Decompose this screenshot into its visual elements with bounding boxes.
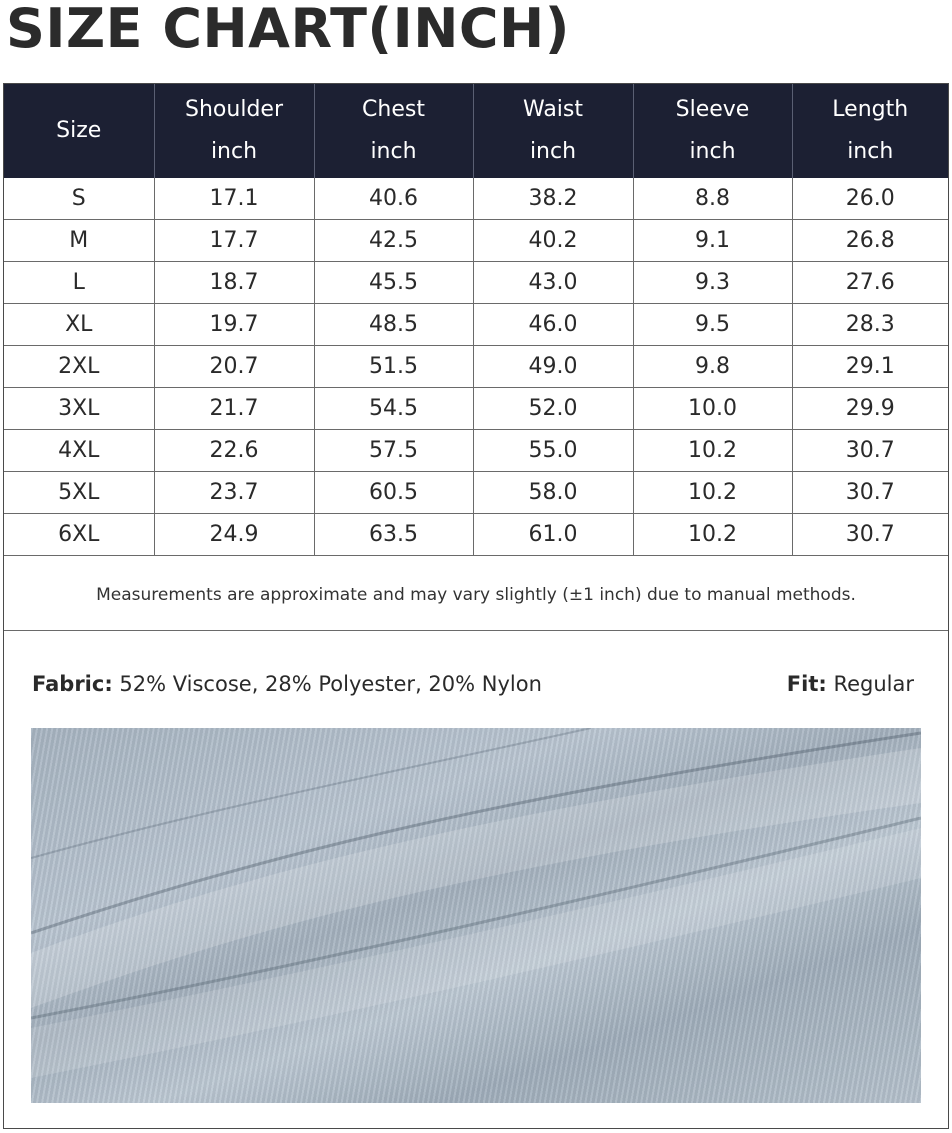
- table-cell: 19.7: [154, 304, 314, 346]
- table-cell: 54.5: [314, 388, 473, 430]
- header-size: [4, 84, 154, 178]
- table-cell: 46.0: [473, 304, 633, 346]
- table-cell: M: [4, 220, 154, 262]
- header-unit: inch: [847, 139, 894, 164]
- table-cell: 29.1: [792, 346, 948, 388]
- table-cell: 3XL: [4, 388, 154, 430]
- table-cell: 57.5: [314, 430, 473, 472]
- table-cell: 20.7: [154, 346, 314, 388]
- table-cell: 30.7: [792, 514, 948, 556]
- table-cell: 58.0: [473, 472, 633, 514]
- size-table: [4, 84, 948, 556]
- table-row: [4, 346, 948, 388]
- table-cell: 38.2: [473, 178, 633, 220]
- table-cell: 49.0: [473, 346, 633, 388]
- fabric-value: 52% Viscose, 28% Polyester, 20% Nylon: [119, 672, 542, 696]
- table-cell: 43.0: [473, 262, 633, 304]
- table-cell: 18.7: [154, 262, 314, 304]
- table-cell: 30.7: [792, 472, 948, 514]
- table-cell: 63.5: [314, 514, 473, 556]
- header-label: Size: [56, 118, 102, 143]
- table-cell: 8.8: [633, 178, 792, 220]
- header-label: Chest: [362, 97, 425, 122]
- table-cell: 29.9: [792, 388, 948, 430]
- table-cell: 22.6: [154, 430, 314, 472]
- table-cell: 24.9: [154, 514, 314, 556]
- table-cell: 60.5: [314, 472, 473, 514]
- table-cell: 42.5: [314, 220, 473, 262]
- table-cell: 10.2: [633, 430, 792, 472]
- page-title: SIZE CHART(INCH): [6, 0, 570, 60]
- header-unit: inch: [210, 139, 258, 164]
- table-cell: 30.7: [792, 430, 948, 472]
- header-unit: inch: [689, 139, 736, 164]
- table-cell: 17.7: [154, 220, 314, 262]
- table-cell: S: [4, 178, 154, 220]
- table-cell: 28.3: [792, 304, 948, 346]
- table-cell: 21.7: [154, 388, 314, 430]
- header-unit: inch: [529, 139, 577, 164]
- fabric-fit-row: [32, 672, 914, 696]
- table-body: [4, 178, 948, 556]
- note-area: [4, 559, 948, 631]
- fabric-label: Fabric:: [32, 672, 113, 696]
- table-cell: 52.0: [473, 388, 633, 430]
- table-cell: 10.2: [633, 472, 792, 514]
- table-cell: 10.0: [633, 388, 792, 430]
- table-cell: 17.1: [154, 178, 314, 220]
- table-cell: 2XL: [4, 346, 154, 388]
- header-label: Shoulder: [185, 97, 283, 122]
- header-length: [792, 84, 948, 178]
- table-cell: 23.7: [154, 472, 314, 514]
- table-cell: 27.6: [792, 262, 948, 304]
- table-cell: 26.0: [792, 178, 948, 220]
- header-label: Sleeve: [675, 97, 750, 122]
- table-row: [4, 304, 948, 346]
- fit-label: Fit:: [786, 672, 827, 696]
- table-cell: 48.5: [314, 304, 473, 346]
- table-cell: 10.2: [633, 514, 792, 556]
- header-sleeve: [633, 84, 792, 178]
- table-cell: 9.3: [633, 262, 792, 304]
- header-label: Length: [832, 97, 909, 122]
- table-row: [4, 220, 948, 262]
- table-cell: 40.6: [314, 178, 473, 220]
- table-cell: 40.2: [473, 220, 633, 262]
- table-row: [4, 388, 948, 430]
- table-cell: 51.5: [314, 346, 473, 388]
- table-cell: 9.1: [633, 220, 792, 262]
- table-row: [4, 472, 948, 514]
- table-header-row: [4, 84, 948, 178]
- header-chest: [314, 84, 473, 178]
- table-cell: 26.8: [792, 220, 948, 262]
- table-cell: L: [4, 262, 154, 304]
- table-cell: 6XL: [4, 514, 154, 556]
- measurement-note: Measurements are approximate and may vary slightly (±1 inch) due to manual methods.: [96, 584, 856, 605]
- fabric-swatch-image: [31, 728, 921, 1103]
- fabric-info: [32, 672, 542, 696]
- table-row: [4, 262, 948, 304]
- table-cell: XL: [4, 304, 154, 346]
- header-shoulder: [154, 84, 314, 178]
- header-unit: inch: [370, 139, 417, 164]
- table-cell: 9.5: [633, 304, 792, 346]
- table-cell: 9.8: [633, 346, 792, 388]
- table-cell: 5XL: [4, 472, 154, 514]
- fit-value: Regular: [833, 672, 914, 696]
- table-cell: 45.5: [314, 262, 473, 304]
- header-label: Waist: [522, 97, 584, 122]
- fit-info: [787, 672, 914, 696]
- table-row: [4, 514, 948, 556]
- header-waist: [473, 84, 633, 178]
- table-cell: 55.0: [473, 430, 633, 472]
- table-row: [4, 178, 948, 220]
- table-row: [4, 430, 948, 472]
- size-chart-card: [3, 83, 949, 1129]
- fabric-folds: [31, 728, 921, 1103]
- table-cell: 4XL: [4, 430, 154, 472]
- table-cell: 61.0: [473, 514, 633, 556]
